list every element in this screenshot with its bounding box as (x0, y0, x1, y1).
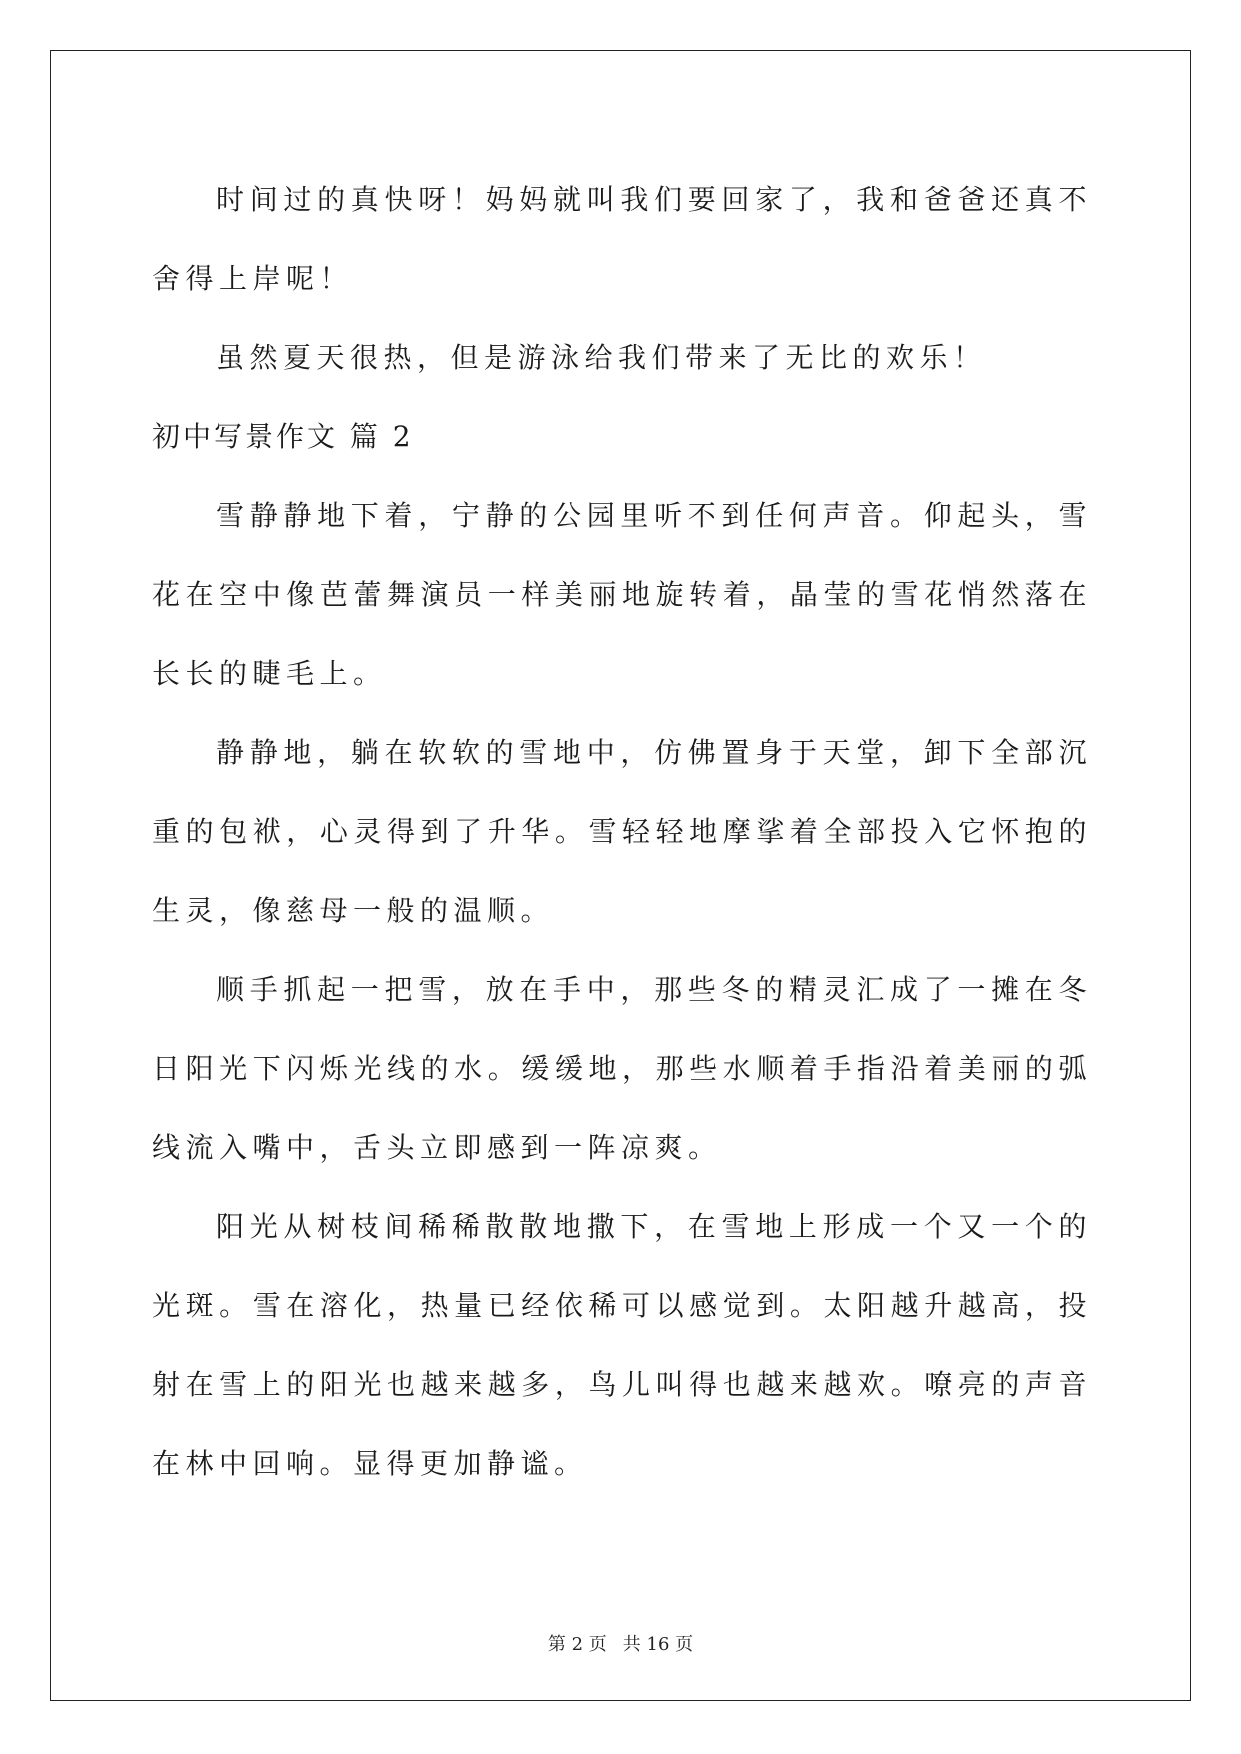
paragraph: 时间过的真快呀！妈妈就叫我们要回家了，我和爸爸还真不舍得上岸呢！ (152, 183, 1092, 295)
paragraph: 阳光从树枝间稀稀散散地撒下，在雪地上形成一个又一个的光斑。雪在溶化，热量已经依稀可以感觉到。太阳越升越高，投射在雪上的阳光也越来越多，鸟儿叫得也越来越欢。嘹亮的声音在林中回响。显得更加静谧。 (152, 1210, 1092, 1480)
paragraph: 虽然夏天很热，但是游泳给我们带来了无比的欢乐！ (216, 341, 987, 374)
section-heading: 初中写景作文 篇 2 (152, 420, 414, 453)
paragraph: 静静地，躺在软软的雪地中，仿佛置身于天堂，卸下全部沉重的包袱，心灵得到了升华。雪轻轻地摩挲着全部投入它怀抱的生灵，像慈母一般的温顺。 (152, 736, 1092, 927)
paragraph: 雪静静地下着，宁静的公园里听不到任何声音。仰起头，雪花在空中像芭蕾舞演员一样美丽地旋转着，晶莹的雪花悄然落在长长的睫毛上。 (152, 499, 1092, 690)
document-body (152, 160, 1092, 1503)
page-footer (0, 1630, 1241, 1656)
paragraph: 顺手抓起一把雪，放在手中，那些冬的精灵汇成了一摊在冬日阳光下闪烁光线的水。缓缓地，那些水顺着手指沿着美丽的弧线流入嘴中，舌头立即感到一阵凉爽。 (152, 973, 1092, 1164)
page-total: 共 16 页 (622, 1634, 694, 1655)
page-number: 第 2 页 (547, 1634, 607, 1655)
